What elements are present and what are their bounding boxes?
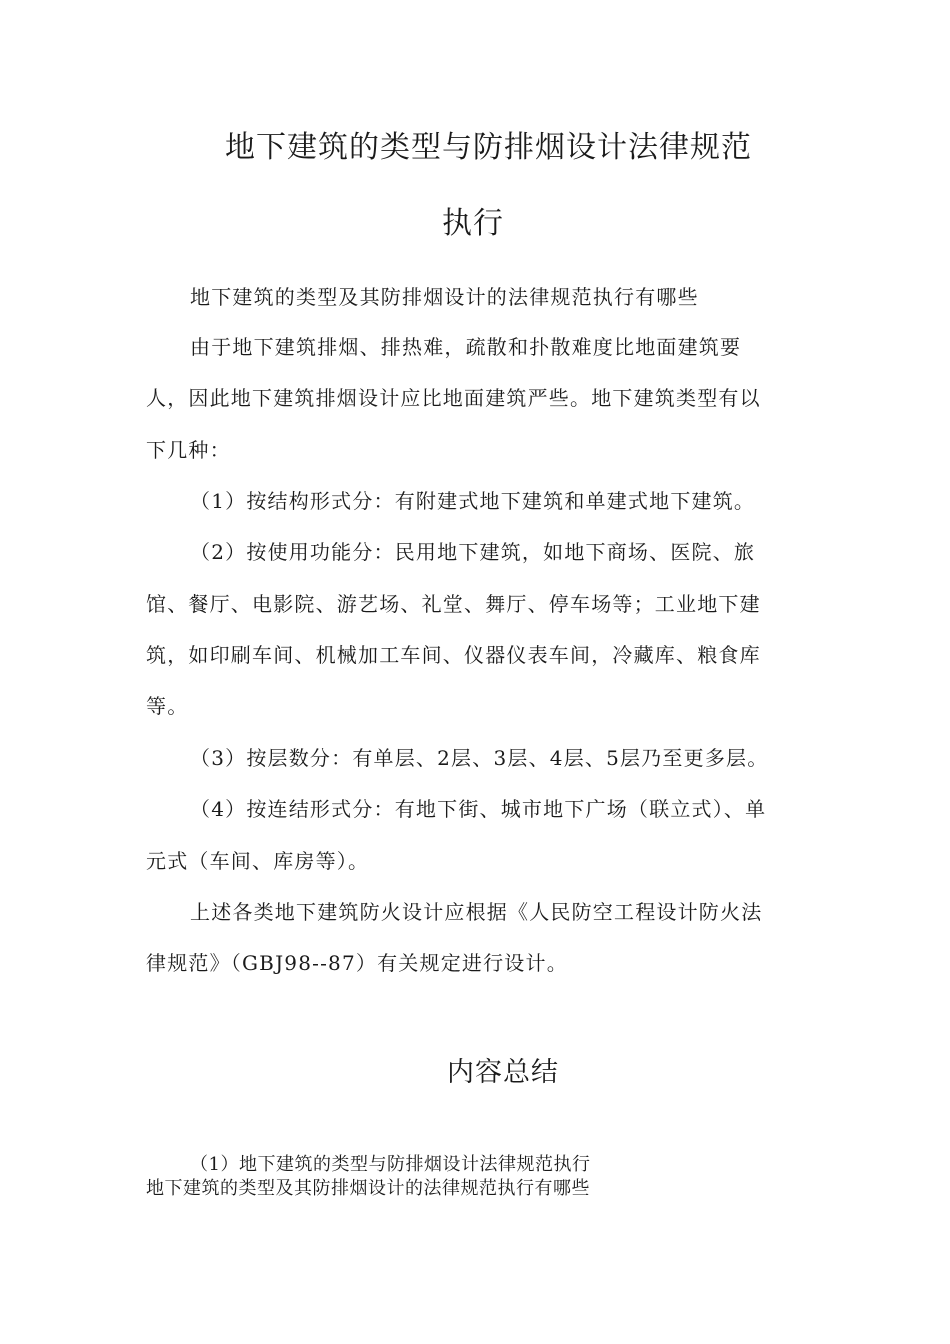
paragraph-line: 由于地下建筑排烟、排热难，疏散和扑散难度比地面建筑要 [190, 335, 742, 359]
paragraph-line: 地下建筑的类型及其防排烟设计的法律规范执行有哪些 [190, 285, 699, 309]
paragraph-line: （4）按连结形式分：有地下街、城市地下广场（联立式）、单 [190, 797, 767, 821]
paragraph-line: （3）按层数分：有单层、2层、3层、4层、5层乃至更多层。 [190, 746, 769, 770]
paragraph-line: 馆、餐厅、电影院、游艺场、礼堂、舞厅、停车场等；工业地下建 [146, 592, 761, 616]
summary-line: （1）地下建筑的类型与防排烟设计法律规范执行 [190, 1154, 591, 1175]
paragraph-line: 筑，如印刷车间、机械加工车间、仪器仪表车间，冷藏库、粮食库 [146, 643, 761, 667]
paragraph-line: 元式（车间、库房等）。 [146, 849, 370, 873]
document-title-line-1: 地下建筑的类型与防排烟设计法律规范 [225, 130, 752, 165]
paragraph-line: （1）按结构形式分：有附建式地下建筑和单建式地下建筑。 [190, 489, 756, 513]
paragraph-line: （2）按使用功能分：民用地下建筑，如地下商场、医院、旅 [190, 540, 756, 564]
paragraph-line: 下几种： [146, 438, 231, 462]
summary-heading: 内容总结 [447, 1057, 559, 1088]
paragraph-line: 人，因此地下建筑排烟设计应比地面建筑严些。地下建筑类型有以 [146, 386, 761, 410]
document-title-line-2: 执行 [442, 206, 504, 241]
paragraph-line: 律规范》（GBJ98--87）有关规定进行设计。 [146, 951, 568, 975]
paragraph-line: 等。 [146, 694, 189, 718]
paragraph-line: 上述各类地下建筑防火设计应根据《人民防空工程设计防火法 [190, 900, 763, 924]
summary-line: 地下建筑的类型及其防排烟设计的法律规范执行有哪些 [146, 1178, 590, 1199]
